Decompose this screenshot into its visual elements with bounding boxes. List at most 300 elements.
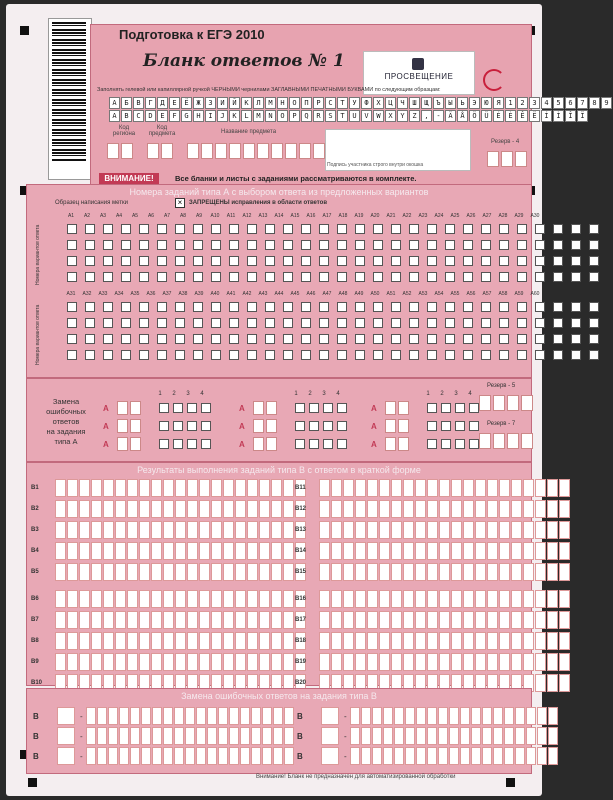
b-answer-cell[interactable] xyxy=(367,563,378,581)
answer-checkbox[interactable] xyxy=(139,318,149,328)
replace-b-cell[interactable] xyxy=(152,747,162,765)
answer-checkbox[interactable] xyxy=(247,272,257,282)
b-answer-cell[interactable] xyxy=(403,611,414,629)
replace-b-cell[interactable] xyxy=(141,727,151,745)
b-answer-cell[interactable] xyxy=(199,632,210,650)
answer-checkbox[interactable] xyxy=(319,334,329,344)
b-answer-cell[interactable] xyxy=(259,590,270,608)
answer-checkbox[interactable] xyxy=(391,334,401,344)
b-answer-cell[interactable] xyxy=(211,611,222,629)
b-answer-cell[interactable] xyxy=(271,590,282,608)
option-checkbox[interactable] xyxy=(427,439,437,449)
b-answer-cell[interactable] xyxy=(523,611,534,629)
replace-b-cell[interactable] xyxy=(207,747,217,765)
b-answer-cell[interactable] xyxy=(535,632,546,650)
b-answer-cell[interactable] xyxy=(163,521,174,539)
b-answer-cell[interactable] xyxy=(499,632,510,650)
b-answer-cell[interactable] xyxy=(355,521,366,539)
answer-checkbox[interactable] xyxy=(337,272,347,282)
answer-checkbox[interactable] xyxy=(121,334,131,344)
b-answer-cell[interactable] xyxy=(463,542,474,560)
b-answer-cell[interactable] xyxy=(103,521,114,539)
b-answer-cell[interactable] xyxy=(151,479,162,497)
b-answer-cell[interactable] xyxy=(427,479,438,497)
answer-checkbox[interactable] xyxy=(211,224,221,234)
answer-checkbox[interactable] xyxy=(553,334,563,344)
b-answer-cell[interactable] xyxy=(427,563,438,581)
b-answer-cell[interactable] xyxy=(343,521,354,539)
replace-b-cell[interactable] xyxy=(218,747,228,765)
answer-checkbox[interactable] xyxy=(265,350,275,360)
b-answer-cell[interactable] xyxy=(319,611,330,629)
subject-name-cell[interactable] xyxy=(257,143,269,159)
answer-checkbox[interactable] xyxy=(301,302,311,312)
answer-checkbox[interactable] xyxy=(193,334,203,344)
b-answer-cell[interactable] xyxy=(283,563,294,581)
subject-name-cell[interactable] xyxy=(229,143,241,159)
answer-checkbox[interactable] xyxy=(193,224,203,234)
b-answer-cell[interactable] xyxy=(271,632,282,650)
b-answer-cell[interactable] xyxy=(475,542,486,560)
b-answer-cell[interactable] xyxy=(559,479,570,497)
answer-checkbox[interactable] xyxy=(571,334,581,344)
answer-checkbox[interactable] xyxy=(67,240,77,250)
answer-checkbox[interactable] xyxy=(427,350,437,360)
b-answer-cell[interactable] xyxy=(331,479,342,497)
answer-checkbox[interactable] xyxy=(481,302,491,312)
b-answer-cell[interactable] xyxy=(259,653,270,671)
b-answer-cell[interactable] xyxy=(271,611,282,629)
b-answer-cell[interactable] xyxy=(403,542,414,560)
option-checkbox[interactable] xyxy=(159,439,169,449)
answer-checkbox[interactable] xyxy=(175,334,185,344)
answer-checkbox[interactable] xyxy=(229,256,239,266)
b-answer-cell[interactable] xyxy=(427,521,438,539)
answer-checkbox[interactable] xyxy=(139,302,149,312)
b-answer-cell[interactable] xyxy=(67,590,78,608)
b-answer-cell[interactable] xyxy=(427,590,438,608)
replace-b-cell[interactable] xyxy=(240,747,250,765)
replace-b-cell[interactable] xyxy=(130,747,140,765)
answer-checkbox[interactable] xyxy=(355,272,365,282)
task-number-cell[interactable] xyxy=(117,401,128,415)
b-answer-cell[interactable] xyxy=(559,674,570,692)
b-answer-cell[interactable] xyxy=(115,632,126,650)
b-answer-cell[interactable] xyxy=(499,521,510,539)
b-answer-cell[interactable] xyxy=(355,479,366,497)
replace-b-cell[interactable] xyxy=(383,727,393,745)
b-answer-cell[interactable] xyxy=(379,563,390,581)
answer-checkbox[interactable] xyxy=(445,240,455,250)
answer-checkbox[interactable] xyxy=(589,350,599,360)
answer-checkbox[interactable] xyxy=(409,318,419,328)
b-answer-cell[interactable] xyxy=(475,653,486,671)
replace-b-cell[interactable] xyxy=(207,727,217,745)
replace-b-cell[interactable] xyxy=(262,747,272,765)
b-answer-cell[interactable] xyxy=(499,590,510,608)
b-answer-cell[interactable] xyxy=(427,500,438,518)
replace-b-cell[interactable] xyxy=(284,727,294,745)
replace-b-number-cell[interactable] xyxy=(321,707,339,725)
answer-checkbox[interactable] xyxy=(535,240,545,250)
replace-b-cell[interactable] xyxy=(240,707,250,725)
answer-checkbox[interactable] xyxy=(157,350,167,360)
answer-checkbox[interactable] xyxy=(193,256,203,266)
answer-checkbox[interactable] xyxy=(103,302,113,312)
b-answer-cell[interactable] xyxy=(283,632,294,650)
answer-checkbox[interactable] xyxy=(481,318,491,328)
b-answer-cell[interactable] xyxy=(343,563,354,581)
answer-checkbox[interactable] xyxy=(589,302,599,312)
b-answer-cell[interactable] xyxy=(151,653,162,671)
b-answer-cell[interactable] xyxy=(499,563,510,581)
answer-checkbox[interactable] xyxy=(283,272,293,282)
option-checkbox[interactable] xyxy=(309,403,319,413)
answer-checkbox[interactable] xyxy=(301,318,311,328)
reserve-5-field[interactable] xyxy=(479,395,535,411)
b-answer-cell[interactable] xyxy=(403,632,414,650)
b-answer-cell[interactable] xyxy=(403,653,414,671)
answer-checkbox[interactable] xyxy=(409,302,419,312)
option-checkbox[interactable] xyxy=(455,439,465,449)
answer-checkbox[interactable] xyxy=(571,224,581,234)
b-answer-cell[interactable] xyxy=(547,590,558,608)
b-answer-cell[interactable] xyxy=(247,632,258,650)
option-checkbox[interactable] xyxy=(441,439,451,449)
answer-checkbox[interactable] xyxy=(229,334,239,344)
task-number-cell[interactable] xyxy=(117,419,128,433)
b-answer-cell[interactable] xyxy=(211,521,222,539)
b-answer-cell[interactable] xyxy=(79,590,90,608)
b-answer-cell[interactable] xyxy=(451,500,462,518)
b-answer-cell[interactable] xyxy=(223,653,234,671)
b-answer-cell[interactable] xyxy=(55,521,66,539)
b-answer-cell[interactable] xyxy=(379,542,390,560)
b-answer-cell[interactable] xyxy=(259,611,270,629)
answer-checkbox[interactable] xyxy=(85,334,95,344)
b-answer-cell[interactable] xyxy=(391,521,402,539)
b-answer-cell[interactable] xyxy=(475,611,486,629)
answer-checkbox[interactable] xyxy=(373,272,383,282)
answer-checkbox[interactable] xyxy=(499,302,509,312)
b-answer-cell[interactable] xyxy=(67,653,78,671)
b-answer-cell[interactable] xyxy=(127,590,138,608)
b-answer-cell[interactable] xyxy=(511,590,522,608)
b-answer-cell[interactable] xyxy=(451,653,462,671)
b-answer-cell[interactable] xyxy=(259,521,270,539)
answer-checkbox[interactable] xyxy=(463,240,473,250)
answer-checkbox[interactable] xyxy=(463,318,473,328)
b-answer-cell[interactable] xyxy=(247,479,258,497)
answer-checkbox[interactable] xyxy=(193,350,203,360)
b-answer-cell[interactable] xyxy=(439,500,450,518)
answer-checkbox[interactable] xyxy=(481,272,491,282)
option-checkbox[interactable] xyxy=(309,439,319,449)
b-answer-cell[interactable] xyxy=(271,479,282,497)
b-answer-cell[interactable] xyxy=(547,500,558,518)
b-answer-cell[interactable] xyxy=(379,590,390,608)
b-answer-cell[interactable] xyxy=(523,479,534,497)
replace-b-cell[interactable] xyxy=(119,727,129,745)
b-answer-cell[interactable] xyxy=(343,500,354,518)
b-answer-cell[interactable] xyxy=(523,542,534,560)
answer-checkbox[interactable] xyxy=(391,240,401,250)
b-answer-cell[interactable] xyxy=(271,500,282,518)
answer-checkbox[interactable] xyxy=(499,240,509,250)
answer-checkbox[interactable] xyxy=(409,334,419,344)
b-answer-cell[interactable] xyxy=(283,542,294,560)
option-checkbox[interactable] xyxy=(323,403,333,413)
answer-checkbox[interactable] xyxy=(337,256,347,266)
replace-b-cell[interactable] xyxy=(152,727,162,745)
answer-checkbox[interactable] xyxy=(373,224,383,234)
b-answer-cell[interactable] xyxy=(355,542,366,560)
replace-b-cell[interactable] xyxy=(482,747,492,765)
subject-name-cell[interactable] xyxy=(285,143,297,159)
answer-checkbox[interactable] xyxy=(175,272,185,282)
replace-b-cell[interactable] xyxy=(86,727,96,745)
b-answer-cell[interactable] xyxy=(139,542,150,560)
b-answer-cell[interactable] xyxy=(535,653,546,671)
answer-checkbox[interactable] xyxy=(85,256,95,266)
b-answer-cell[interactable] xyxy=(211,632,222,650)
answer-checkbox[interactable] xyxy=(229,272,239,282)
b-answer-cell[interactable] xyxy=(79,500,90,518)
answer-checkbox[interactable] xyxy=(265,256,275,266)
b-answer-cell[interactable] xyxy=(367,590,378,608)
answer-checkbox[interactable] xyxy=(427,334,437,344)
b-answer-cell[interactable] xyxy=(175,542,186,560)
b-answer-cell[interactable] xyxy=(343,611,354,629)
replace-b-cell[interactable] xyxy=(427,727,437,745)
b-answer-cell[interactable] xyxy=(511,542,522,560)
b-answer-cell[interactable] xyxy=(463,632,474,650)
replace-b-cell[interactable] xyxy=(174,707,184,725)
b-answer-cell[interactable] xyxy=(67,521,78,539)
task-number-cell[interactable] xyxy=(253,401,264,415)
b-answer-cell[interactable] xyxy=(535,611,546,629)
answer-checkbox[interactable] xyxy=(211,318,221,328)
b-answer-cell[interactable] xyxy=(415,632,426,650)
b-answer-cell[interactable] xyxy=(367,479,378,497)
b-answer-cell[interactable] xyxy=(163,563,174,581)
answer-checkbox[interactable] xyxy=(67,350,77,360)
b-answer-cell[interactable] xyxy=(415,542,426,560)
b-answer-cell[interactable] xyxy=(415,479,426,497)
b-answer-cell[interactable] xyxy=(559,590,570,608)
answer-checkbox[interactable] xyxy=(571,240,581,250)
replace-b-cell[interactable] xyxy=(130,707,140,725)
answer-checkbox[interactable] xyxy=(301,334,311,344)
replace-b-cell[interactable] xyxy=(207,707,217,725)
replace-b-cell[interactable] xyxy=(229,707,239,725)
b-answer-cell[interactable] xyxy=(451,590,462,608)
b-answer-cell[interactable] xyxy=(427,632,438,650)
b-answer-cell[interactable] xyxy=(139,632,150,650)
b-answer-cell[interactable] xyxy=(211,653,222,671)
replace-b-cell[interactable] xyxy=(262,727,272,745)
b-answer-cell[interactable] xyxy=(127,563,138,581)
task-number-cell[interactable] xyxy=(253,419,264,433)
option-checkbox[interactable] xyxy=(187,403,197,413)
answer-checkbox[interactable] xyxy=(373,318,383,328)
b-answer-cell[interactable] xyxy=(367,521,378,539)
b-answer-cell[interactable] xyxy=(499,479,510,497)
answer-checkbox[interactable] xyxy=(103,272,113,282)
b-answer-cell[interactable] xyxy=(319,590,330,608)
b-answer-cell[interactable] xyxy=(391,611,402,629)
answer-checkbox[interactable] xyxy=(139,272,149,282)
b-answer-cell[interactable] xyxy=(211,563,222,581)
answer-checkbox[interactable] xyxy=(427,302,437,312)
task-number-cell[interactable] xyxy=(398,401,409,415)
replace-b-number-cell[interactable] xyxy=(321,727,339,745)
answer-checkbox[interactable] xyxy=(463,302,473,312)
replace-b-cell[interactable] xyxy=(504,727,514,745)
b-answer-cell[interactable] xyxy=(259,542,270,560)
b-answer-cell[interactable] xyxy=(475,590,486,608)
b-answer-cell[interactable] xyxy=(55,542,66,560)
replace-b-cell[interactable] xyxy=(163,727,173,745)
b-answer-cell[interactable] xyxy=(67,563,78,581)
b-answer-cell[interactable] xyxy=(331,632,342,650)
replace-b-cell[interactable] xyxy=(284,747,294,765)
task-number-cell[interactable] xyxy=(117,437,128,451)
b-answer-cell[interactable] xyxy=(187,611,198,629)
answer-checkbox[interactable] xyxy=(499,272,509,282)
replace-b-number-cell[interactable] xyxy=(321,747,339,765)
replace-b-cell[interactable] xyxy=(251,727,261,745)
option-checkbox[interactable] xyxy=(323,421,333,431)
b-answer-cell[interactable] xyxy=(283,653,294,671)
replace-b-cell[interactable] xyxy=(273,707,283,725)
answer-checkbox[interactable] xyxy=(175,350,185,360)
answer-checkbox[interactable] xyxy=(67,224,77,234)
replace-b-cell[interactable] xyxy=(240,727,250,745)
b-answer-cell[interactable] xyxy=(139,611,150,629)
b-answer-cell[interactable] xyxy=(367,500,378,518)
answer-checkbox[interactable] xyxy=(463,256,473,266)
option-checkbox[interactable] xyxy=(455,403,465,413)
answer-checkbox[interactable] xyxy=(85,224,95,234)
b-answer-cell[interactable] xyxy=(91,479,102,497)
task-number-cell[interactable] xyxy=(130,401,141,415)
b-answer-cell[interactable] xyxy=(451,563,462,581)
b-answer-cell[interactable] xyxy=(379,653,390,671)
answer-checkbox[interactable] xyxy=(337,302,347,312)
answer-checkbox[interactable] xyxy=(265,334,275,344)
b-answer-cell[interactable] xyxy=(319,632,330,650)
b-answer-cell[interactable] xyxy=(79,563,90,581)
b-answer-cell[interactable] xyxy=(331,500,342,518)
b-answer-cell[interactable] xyxy=(427,653,438,671)
option-checkbox[interactable] xyxy=(173,439,183,449)
answer-checkbox[interactable] xyxy=(409,240,419,250)
answer-checkbox[interactable] xyxy=(427,256,437,266)
b-answer-cell[interactable] xyxy=(475,563,486,581)
replace-b-cell[interactable] xyxy=(284,707,294,725)
answer-checkbox[interactable] xyxy=(67,302,77,312)
b-answer-cell[interactable] xyxy=(199,500,210,518)
replace-b-cell[interactable] xyxy=(86,707,96,725)
answer-checkbox[interactable] xyxy=(85,272,95,282)
answer-checkbox[interactable] xyxy=(499,350,509,360)
b-answer-cell[interactable] xyxy=(187,542,198,560)
b-answer-cell[interactable] xyxy=(271,521,282,539)
answer-checkbox[interactable] xyxy=(211,334,221,344)
task-number-cell[interactable] xyxy=(266,419,277,433)
b-answer-cell[interactable] xyxy=(463,611,474,629)
b-answer-cell[interactable] xyxy=(403,563,414,581)
answer-checkbox[interactable] xyxy=(121,224,131,234)
b-answer-cell[interactable] xyxy=(283,590,294,608)
b-answer-cell[interactable] xyxy=(223,611,234,629)
replace-b-cell[interactable] xyxy=(537,727,547,745)
b-answer-cell[interactable] xyxy=(103,479,114,497)
subject-name-cell[interactable] xyxy=(271,143,283,159)
b-answer-cell[interactable] xyxy=(439,563,450,581)
b-answer-cell[interactable] xyxy=(331,563,342,581)
b-answer-cell[interactable] xyxy=(259,500,270,518)
answer-checkbox[interactable] xyxy=(355,256,365,266)
replace-b-cell[interactable] xyxy=(361,747,371,765)
b-answer-cell[interactable] xyxy=(535,521,546,539)
b-answer-cell[interactable] xyxy=(343,479,354,497)
b-answer-cell[interactable] xyxy=(55,563,66,581)
answer-checkbox[interactable] xyxy=(85,240,95,250)
answer-checkbox[interactable] xyxy=(589,272,599,282)
b-answer-cell[interactable] xyxy=(463,521,474,539)
b-answer-cell[interactable] xyxy=(151,563,162,581)
answer-checkbox[interactable] xyxy=(319,350,329,360)
replace-b-cell[interactable] xyxy=(394,747,404,765)
b-answer-cell[interactable] xyxy=(55,653,66,671)
answer-checkbox[interactable] xyxy=(283,224,293,234)
option-checkbox[interactable] xyxy=(201,403,211,413)
b-answer-cell[interactable] xyxy=(175,590,186,608)
answer-checkbox[interactable] xyxy=(283,256,293,266)
b-answer-cell[interactable] xyxy=(247,521,258,539)
answer-checkbox[interactable] xyxy=(589,318,599,328)
answer-checkbox[interactable] xyxy=(229,302,239,312)
replace-b-cell[interactable] xyxy=(416,727,426,745)
b-answer-cell[interactable] xyxy=(535,590,546,608)
task-number-cell[interactable] xyxy=(266,437,277,451)
task-number-cell[interactable] xyxy=(385,419,396,433)
task-number-cell[interactable] xyxy=(398,437,409,451)
b-answer-cell[interactable] xyxy=(511,653,522,671)
b-answer-cell[interactable] xyxy=(391,542,402,560)
option-checkbox[interactable] xyxy=(455,421,465,431)
replace-b-cell[interactable] xyxy=(361,727,371,745)
task-number-cell[interactable] xyxy=(385,437,396,451)
b-answer-cell[interactable] xyxy=(283,479,294,497)
option-checkbox[interactable] xyxy=(469,421,479,431)
replace-b-cell[interactable] xyxy=(471,747,481,765)
answer-checkbox[interactable] xyxy=(319,240,329,250)
answer-checkbox[interactable] xyxy=(535,302,545,312)
b-answer-cell[interactable] xyxy=(175,479,186,497)
b-answer-cell[interactable] xyxy=(283,611,294,629)
option-checkbox[interactable] xyxy=(337,421,347,431)
b-answer-cell[interactable] xyxy=(547,611,558,629)
b-answer-cell[interactable] xyxy=(547,632,558,650)
replace-b-cell[interactable] xyxy=(86,747,96,765)
replace-b-cell[interactable] xyxy=(548,727,558,745)
b-answer-cell[interactable] xyxy=(151,500,162,518)
replace-b-cell[interactable] xyxy=(394,707,404,725)
b-answer-cell[interactable] xyxy=(163,653,174,671)
